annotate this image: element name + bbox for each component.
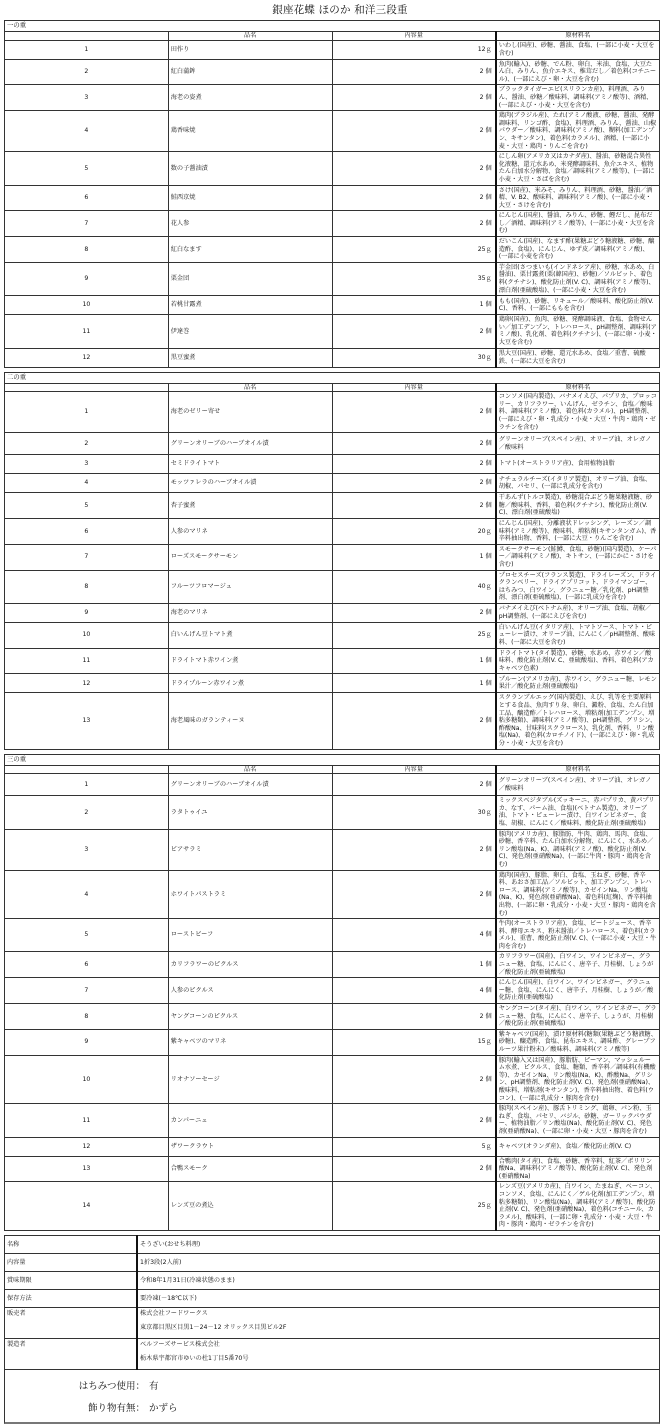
item-quantity: 2 個: [332, 1004, 496, 1030]
item-ingredients: だいこん(国産)、なます酢(果糖ぶどう糖液糖、砂糖、醸造酢、食塩)、にんじん、ゆず皮／調味料(アミノ酸)、(一部に小麦を含む): [496, 237, 660, 263]
item-name: 海老風味のガランティーヌ: [168, 693, 332, 749]
item-number: 5: [5, 493, 169, 519]
item-quantity: 2 個: [332, 603, 496, 622]
table-row: [5, 455, 660, 474]
item-quantity: 2 個: [332, 693, 496, 749]
item-quantity: 12ｇ: [332, 40, 496, 59]
table-row: [5, 152, 660, 185]
table-row: [5, 1055, 660, 1104]
item-number: 9: [5, 1029, 169, 1055]
item-name: 紅白蒲鉾: [168, 59, 332, 85]
item-number: 8: [5, 1004, 169, 1030]
header-name: 品名: [168, 32, 332, 41]
section-title-row: [5, 372, 660, 383]
table-row: [5, 648, 660, 674]
item-quantity: 2 個: [332, 455, 496, 474]
item-ingredients: ドライトマト(タイ製造)、砂糖、水あめ、赤ワイン／酸味料、酸化防止剤(V. C、亜硫酸塩)、香料、着色料(アカキャベツ色素): [496, 648, 660, 674]
section-table: [4, 20, 660, 368]
item-number: 7: [5, 978, 169, 1004]
item-number: 2: [5, 433, 169, 455]
table-row: [5, 433, 660, 455]
item-quantity: 1 個: [332, 296, 496, 315]
item-name: ラタトゥイユ: [168, 796, 332, 829]
item-name: 人参のマリネ: [168, 518, 332, 544]
item-ingredients: グリーンオリーブ(スペイン産)、オリーブ油、オレガノ／酸味料: [496, 433, 660, 455]
item-ingredients: バナメイえび(ベトナム産)、オリーブ油、食塩、胡椒／pH調整剤、(一部にえびを含む): [496, 603, 660, 622]
item-name: 紫キャベツのマリネ: [168, 1029, 332, 1055]
item-quantity: 2 個: [332, 493, 496, 519]
item-quantity: 20ｇ: [332, 518, 496, 544]
table-row: [5, 870, 660, 919]
item-ingredients: 合鴨肉(タイ産)、食塩、砂糖、香辛料、紅茶／ポリリン酸Na、調味料(アミノ酸等)、酸化防止剤(V. C)、発色剤(亜硝酸Na): [496, 1156, 660, 1182]
item-number: 8: [5, 237, 169, 263]
item-number: 4: [5, 870, 169, 919]
label-sheet: [4, 20, 660, 1424]
item-number: 1: [5, 774, 169, 796]
header-name: 品名: [168, 383, 332, 392]
table-row: [5, 1004, 660, 1030]
item-name: 海老のマリネ: [168, 603, 332, 622]
item-number: 13: [5, 693, 169, 749]
header-ingredients: 原材料名: [496, 765, 660, 774]
item-quantity: 1 個: [332, 674, 496, 693]
item-quantity: 2 個: [332, 315, 496, 348]
item-ingredients: プルーン(アメリカ産)、赤ワイン、グラニュー糖、レモン果汁／酸化防止剤(亜硫酸塩): [496, 674, 660, 693]
table-row: [5, 603, 660, 622]
item-quantity: 25ｇ: [332, 622, 496, 648]
info-label: 保存方法: [5, 1289, 138, 1307]
item-name: レンズ豆の煮込: [168, 1182, 332, 1231]
header-qty: 内容量: [332, 765, 496, 774]
item-number: 11: [5, 1104, 169, 1137]
table-row: [5, 919, 660, 952]
item-name: 花人参: [168, 211, 332, 237]
table-row: [5, 952, 660, 978]
info-label: 製造者: [5, 1338, 138, 1369]
item-name: 数の子醤油漬: [168, 152, 332, 185]
item-name: モッツァレラのハーブオイル漬: [168, 474, 332, 493]
item-quantity: 2 個: [332, 829, 496, 870]
item-name: ホワイトパストラミ: [168, 870, 332, 919]
table-row: [5, 348, 660, 367]
section-title: 一の重: [5, 21, 660, 32]
sections-container: [4, 20, 660, 1231]
item-quantity: 35ｇ: [332, 262, 496, 295]
table-row: [5, 493, 660, 519]
item-number: 11: [5, 648, 169, 674]
item-quantity: 30ｇ: [332, 348, 496, 367]
decor-label: 飾り物有無：: [87, 1402, 145, 1414]
page-title: 銀座花蝶 ほのか 和洋三段重: [272, 4, 408, 16]
header-name: 品名: [168, 765, 332, 774]
item-name: ローズスモークサーモン: [168, 544, 332, 570]
item-ingredients: ヤングコーン(タイ産)、白ワイン、ワインビネガー、グラニュー糖、食塩、にんにく、唐辛子、しょうが、月桂樹／酸化防止剤(亜硫酸塩): [496, 1004, 660, 1030]
table-row: [5, 315, 660, 348]
item-name: 白いんげん豆トマト煮: [168, 622, 332, 648]
info-label: 名称: [5, 1235, 138, 1253]
item-quantity: 5ｇ: [332, 1137, 496, 1156]
item-name: ザワークラウト: [168, 1137, 332, 1156]
table-row: [5, 1104, 660, 1137]
maker-name: ベルフーズサービス株式会社: [140, 1340, 220, 1348]
item-name: 合鴨スモーク: [168, 1156, 332, 1182]
info-row-seller: [5, 1307, 660, 1338]
item-name: 紅白なます: [168, 237, 332, 263]
item-ingredients: 白いんげん豆(イタリア産)、トマトソース、トマト・ピューレー漬け、オリーブ油、にんにく／pH調整剤、酸味料、(一部に大豆を含む): [496, 622, 660, 648]
header-ingredients: 原材料名: [496, 383, 660, 392]
item-name: 伊達巻: [168, 315, 332, 348]
item-number: 6: [5, 185, 169, 211]
item-quantity: 2 個: [332, 870, 496, 919]
item-ingredients: 豚肉(スペイン産)、豚舌トリミング、鶏卵、パン粉、玉ねぎ、食塩、パセリ、バジル、砂糖、ガーリックパウダー、植物油脂／リン酸塩(Na)、酸化防止剤(V. C)、発色剤(亜硝酸Na)、(一部に卵・小麦・大豆・豚肉を含む): [496, 1104, 660, 1137]
table-row: [5, 978, 660, 1004]
header-row: [5, 383, 660, 392]
item-number: 11: [5, 315, 169, 348]
item-ingredients: にしん卵(アメリカ又はカナダ産)、醤油、砂糖混合異性化液糖、還元水あめ、米発酵調味料、魚介エキス、植物たん白加水分解物、食塩／調味料(アミノ酸等)、(一部に小麦・大豆・さばを含む): [496, 152, 660, 185]
item-quantity: 2 個: [332, 85, 496, 111]
item-name: 人参のピクルス: [168, 978, 332, 1004]
product-info-table: [4, 1235, 660, 1370]
info-row-expiry: [5, 1271, 660, 1289]
item-number: 4: [5, 474, 169, 493]
item-ingredients: トマト(オーストラリア産)、食用植物油脂: [496, 455, 660, 474]
item-number: 7: [5, 211, 169, 237]
item-quantity: 1 個: [332, 648, 496, 674]
section-title: 三の重: [5, 754, 660, 765]
item-ingredients: プロセスチーズ(フランス製造)、ドライレーズン、ドライクランベリー、ドライアプリコット、ドライマンゴー、はちみつ、白ワイン、グラニュー糖／乳化剤、pH調整剤、漂白剤(亜硫酸塩)、(一部に乳成分を含む): [496, 570, 660, 603]
item-ingredients: スモークサーモン(鮭鱒、食塩、砂糖)(国内製造)、ケーパー／調味料(アミノ酸)、キトサン、(一部にかに・さけを含む): [496, 544, 660, 570]
item-name: 海老の姿煮: [168, 85, 332, 111]
section-title-row: [5, 21, 660, 32]
header-no: [5, 765, 169, 774]
item-name: ドライプルーン赤ワイン煮: [168, 674, 332, 693]
item-number: 7: [5, 544, 169, 570]
item-ingredients: 豚肉(輸入又は国産)、豚脂肪、ピーマン、マッシュルーム水煮、ピクルス、食塩、糖類、香辛料／調味料(有機酸等)、カゼインNa、リン酸塩(Na、K)、酢酸Na、グリシン、pH調整剤、酸化防止剤(V. C)、発色剤(亜硝酸Na)、酸味料、増粘剤(キサンタン)、香辛料抽出物、着色料(ウコン)、(一部に乳成分・豚肉を含む): [496, 1055, 660, 1104]
header-no: [5, 383, 169, 392]
item-number: 3: [5, 455, 169, 474]
header-ingredients: 原材料名: [496, 32, 660, 41]
item-number: 5: [5, 919, 169, 952]
item-number: 13: [5, 1156, 169, 1182]
item-name: ビアサラミ: [168, 829, 332, 870]
item-name: カンパーニュ: [168, 1104, 332, 1137]
item-number: 6: [5, 518, 169, 544]
table-row: [5, 796, 660, 829]
maker-address: 栃木県宇都宮市ゆいの杜1丁目5番70号: [140, 1354, 249, 1362]
item-quantity: 2 個: [332, 185, 496, 211]
item-quantity: 40ｇ: [332, 570, 496, 603]
info-value: そうざい(おせち料理): [137, 1235, 660, 1253]
item-ingredients: グリーンオリーブ(スペイン産)、オリーブ油、オレガノ／酸味料: [496, 774, 660, 796]
item-ingredients: 豚肉(アメリカ産)、豚脂肪、牛肉、鶏肉、馬肉、食塩、砂糖、香辛料、たん白加水分解物、にんにく、水あめ／リン酸塩(Na、K)、調味料(アミノ酸)、酸化防止剤(V. C)、発色剤(亜硝酸Na)、(一部に牛肉・豚肉・鶏肉を含む): [496, 829, 660, 870]
section-title: 二の重: [5, 372, 660, 383]
item-name: 田作り: [168, 40, 332, 59]
table-row: [5, 211, 660, 237]
info-label: 販売者: [5, 1307, 138, 1338]
seller-address: 東京都目黒区目黒1－24－12 オリックス目黒ビル2F: [140, 1323, 287, 1331]
header-qty: 内容量: [332, 32, 496, 41]
section-title-row: [5, 754, 660, 765]
table-row: [5, 237, 660, 263]
item-quantity: 4 個: [332, 978, 496, 1004]
item-number: 9: [5, 603, 169, 622]
item-number: 6: [5, 952, 169, 978]
table-row: [5, 518, 660, 544]
section-table: [4, 372, 660, 750]
item-number: 9: [5, 262, 169, 295]
info-value: 要冷凍(－18℃以下): [137, 1289, 660, 1307]
table-row: [5, 622, 660, 648]
item-name: 杏子蜜煮: [168, 493, 332, 519]
item-number: 12: [5, 1137, 169, 1156]
item-ingredients: にんじん(国産)、醤油、みりん、砂糖、鰹だし、昆布だし／酒精、調味料(アミノ酸等)、(一部に小麦・大豆を含む): [496, 211, 660, 237]
table-row: [5, 829, 660, 870]
item-quantity: 1 個: [332, 544, 496, 570]
item-number: 4: [5, 111, 169, 152]
table-row: [5, 392, 660, 433]
info-row-maker: [5, 1338, 660, 1369]
item-number: 12: [5, 674, 169, 693]
honey-value: 有: [149, 1380, 159, 1392]
item-name: グリーンオリーブのハーブオイル漬: [168, 774, 332, 796]
seller-name: 株式会社フードワークス: [140, 1309, 208, 1317]
item-number: 8: [5, 570, 169, 603]
item-number: 5: [5, 152, 169, 185]
info-label: 賞味期限: [5, 1271, 138, 1289]
item-quantity: 2 個: [332, 111, 496, 152]
item-quantity: 2 個: [332, 1156, 496, 1182]
item-ingredients: ナチュラルチーズ(イタリア製造)、オリーブ油、食塩、胡椒、パセリ、(一部に乳成分を含む): [496, 474, 660, 493]
item-ingredients: ミックスベジタブル(ズッキーニ、赤パプリカ、黄パプリカ、なす、パーム油、食塩)(ベトナム製造)、オリーブ油、トマト・ピューレー漬け、白ワインビネガー、食塩、胡椒、にんにく／酸味料、酸化防止剤(亜硫酸塩): [496, 796, 660, 829]
item-quantity: 2 個: [332, 211, 496, 237]
item-name: 栗金団: [168, 262, 332, 295]
item-name: 鮭西京焼: [168, 185, 332, 211]
table-row: [5, 570, 660, 603]
item-name: グリーンオリーブのハーブオイル漬: [168, 433, 332, 455]
table-row: [5, 111, 660, 152]
table-row: [5, 185, 660, 211]
table-row: [5, 674, 660, 693]
item-name: カリフラワーのピクルス: [168, 952, 332, 978]
header-row: [5, 765, 660, 774]
section-table: [4, 754, 660, 1231]
item-quantity: 25ｇ: [332, 1182, 496, 1231]
extra-notes: [4, 1370, 660, 1424]
item-ingredients: いわし(国産)、砂糖、醤油、食塩、(一部に小麦・大豆を含む): [496, 40, 660, 59]
table-row: [5, 262, 660, 295]
item-quantity: 30ｇ: [332, 796, 496, 829]
item-name: リオナソーセージ: [168, 1055, 332, 1104]
item-ingredients: キャベツ(オランダ産)、食塩／酸化防止剤(V. C): [496, 1137, 660, 1156]
item-name: ドライトマト赤ワイン煮: [168, 648, 332, 674]
item-ingredients: さけ(国産)、米みそ、みりん、料理酒、砂糖、醤油／酒精、V. B2、酸味料、調味料(アミノ酸)、(一部に小麦・大豆・さけを含む): [496, 185, 660, 211]
info-row-name: [5, 1235, 660, 1253]
item-quantity: 2 個: [332, 1104, 496, 1137]
item-name: 若桃甘露煮: [168, 296, 332, 315]
item-ingredients: 魚肉(輸入)、砂糖、でん粉、卵白、米油、食塩、大豆たん白、みりん、魚介エキス、椎茸だし／着色料(コチニール)、(一部にえび・卵・大豆を含む): [496, 59, 660, 85]
item-name: セミドライトマト: [168, 455, 332, 474]
header-row: [5, 32, 660, 41]
item-quantity: 25ｇ: [332, 237, 496, 263]
item-number: 2: [5, 796, 169, 829]
item-quantity: 2 個: [332, 774, 496, 796]
item-number: 2: [5, 59, 169, 85]
item-quantity: 2 個: [332, 1055, 496, 1104]
item-name: 海老のゼリー寄せ: [168, 392, 332, 433]
item-ingredients: 鶏肉(国産)、豚脂、卵白、食塩、玉ねぎ、砂糖、香辛料、あおさ加工品／ソルビット、加工デンプン、トレハロース、調味料(アミノ酸等)、カゼインNa、リン酸塩(Na、K)、発色剤(亜硝酸Na)、着色料(紅麹)、香辛料抽出物、(一部に卵・乳成分・小麦・大豆・豚肉・鶏肉を含む): [496, 870, 660, 919]
maker-cell: [137, 1338, 660, 1369]
table-row: [5, 40, 660, 59]
table-row: [5, 693, 660, 749]
item-quantity: 2 個: [332, 152, 496, 185]
item-quantity: 4 個: [332, 919, 496, 952]
table-row: [5, 85, 660, 111]
item-quantity: 1 個: [332, 952, 496, 978]
item-number: 1: [5, 392, 169, 433]
item-number: 14: [5, 1182, 169, 1231]
table-row: [5, 544, 660, 570]
item-quantity: 2 個: [332, 433, 496, 455]
item-ingredients: もも(国産)、砂糖、リキュール／酸味料、酸化防止剤(V. C)、香料、(一部にももを含む): [496, 296, 660, 315]
table-row: [5, 59, 660, 85]
decor-value: かずら: [149, 1402, 178, 1414]
item-name: 黒豆蜜煮: [168, 348, 332, 367]
item-ingredients: にんじん(国産)、分離液状ドレッシング、レーズン／調味料(アミノ酸等)、酸味料、増粘剤(キサンタンガム)、香辛料抽出物、香料、(一部に大豆・りんごを含む): [496, 518, 660, 544]
item-quantity: 15ｇ: [332, 1029, 496, 1055]
item-number: 3: [5, 85, 169, 111]
info-row-content: [5, 1253, 660, 1271]
item-quantity: 2 個: [332, 59, 496, 85]
table-row: [5, 774, 660, 796]
item-ingredients: 牛肉(オーストラリア産)、食塩、ビートジュース、香辛料、酵母エキス、粉末醤油／トレハロース、着色料(カラメル)、重曹、酸化防止剤(V. C)、(一部に小麦・大豆・牛肉を含む): [496, 919, 660, 952]
item-number: 12: [5, 348, 169, 367]
item-ingredients: 鶏肉(ブラジル産)、たれ(アミノ酸液、砂糖、醤油、発酵調味料、リンゴ酢、食塩)、料理酒、みりん、醤油、山椒パウダー／酸味料、調味料(アミノ酸)、糊料(加工デンプン、キサンタン)、着色料(カラメル)、酒精、(一部に小麦・大豆・鶏肉・りんごを含む): [496, 111, 660, 152]
header-qty: 内容量: [332, 383, 496, 392]
item-ingredients: コンソメ(国内製造)、バナメイえび、パプリカ、ブロッコリー、カリフラワー、いんげん、ゼラチン、食塩／酸味料、調味料(アミノ酸)、着色料(カラメル)、pH調整剤、(一部にえび・卵・乳成分・小麦・大豆・牛肉・鶏肉・ゼラチンを含む): [496, 392, 660, 433]
item-name: ローストビーフ: [168, 919, 332, 952]
table-row: [5, 296, 660, 315]
item-number: 1: [5, 40, 169, 59]
seller-cell: [137, 1307, 660, 1338]
table-row: [5, 474, 660, 493]
item-ingredients: にんじん(国産)、白ワイン、ワインビネガー、グラニュー糖、食塩、にんにく、唐辛子、月桂樹、しょうが／酸化防止剤(亜硫酸塩): [496, 978, 660, 1004]
item-name: 鶏香味焼: [168, 111, 332, 152]
table-row: [5, 1156, 660, 1182]
honey-label: はちみつ使用：: [78, 1380, 145, 1392]
item-quantity: 2 個: [332, 474, 496, 493]
item-ingredients: カリフラワー(国産)、白ワイン、ワインビネガー、グラニュー糖、食塩、にんにく、唐辛子、月桂樹、しょうが／酸化防止剤(亜硫酸塩): [496, 952, 660, 978]
item-ingredients: ブラックタイガーエビ(スリランカ産)、料理酒、みりん、醤油、砂糖／酸味料、調味料(アミノ酸等)、酒精、(一部にえび・小麦・大豆を含む): [496, 85, 660, 111]
item-ingredients: 紫キャベツ(国産)、漬け原材料(糖類(果糖ぶどう糖液糖、砂糖)、醸造酢、食塩、昆布エキス、調味酢、グレープフルーツ果汁粉末)／酸味料、調味料(アミノ酸等): [496, 1029, 660, 1055]
table-row: [5, 1182, 660, 1231]
item-ingredients: 鶏卵(国産)、魚肉、砂糖、発酵調味液、食塩、食物せんい／加工デンプン、トレハロース、pH調整剤、調味料(アミノ酸)、乳化剤、着色料(クチナシ)、(一部に卵・小麦・大豆を含む): [496, 315, 660, 348]
item-number: 3: [5, 829, 169, 870]
item-number: 10: [5, 622, 169, 648]
item-ingredients: 芋金団(さつまいも(インドネシア産)、砂糖、水あめ、白醤油)、栗甘露煮(栗(韓国産)、砂糖)／ソルビット、着色料(クチナシ)、酸化防止剤(V. C)、調味料(アミノ酸等)、漂白剤(亜硫酸塩)、(一部に小麦・大豆を含む): [496, 262, 660, 295]
table-row: [5, 1029, 660, 1055]
table-row: [5, 1137, 660, 1156]
item-ingredients: レンズ豆(アメリカ産)、白ワイン、たまねぎ、ベーコン、コンソメ、食塩、にんにく／ゲル化剤(加工デンプン、増粘多糖類)、リン酸塩(Na)、調味料(アミノ酸等)、酸化防止剤(V. C)、発色剤(亜硝酸Na)、着色料(コチニール、カラメル)、酸味料、(一部に卵・乳成分・小麦・大豆・牛肉・豚肉・鶏肉・ゼラチンを含む): [496, 1182, 660, 1231]
item-ingredients: 黒大豆(国産)、砂糖、還元水あめ、食塩／重曹、硫酸鉄、(一部に大豆を含む): [496, 348, 660, 367]
item-ingredients: スクランブルエッグ(国内製造)、えび、乳等を主要原料とする食品、魚肉すり身、卵白、澱粉、食塩、たん白加工品、醸造酢／トレハロース、増粘剤(加工デンプン、増粘多糖類)、調味料(アミノ酸等)、pH調整剤、グリシン、酢酸Na、甘味料(スクラロース)、乳化剤、香料、リン酸塩(Na)、着色料(カロチノイド)、(一部にえび・卵・乳成分・小麦・大豆を含む): [496, 693, 660, 749]
info-value: 1折3段(2人前): [137, 1253, 660, 1271]
info-row-storage: [5, 1289, 660, 1307]
item-ingredients: 干あんず(トルコ製造)、砂糖混合ぶどう糖果糖液糖、砂糖／酸味料、香料、着色料(クチナシ)、酸化防止剤(V. C)、漂白剤(亜硫酸塩): [496, 493, 660, 519]
item-quantity: 2 個: [332, 392, 496, 433]
item-number: 10: [5, 1055, 169, 1104]
header-no: [5, 32, 169, 41]
item-name: ヤングコーンのピクルス: [168, 1004, 332, 1030]
info-label: 内容量: [5, 1253, 138, 1271]
item-number: 10: [5, 296, 169, 315]
item-name: フルーツフロマージュ: [168, 570, 332, 603]
info-value: 令和8年1月31日(冷凍状態のまま): [137, 1271, 660, 1289]
